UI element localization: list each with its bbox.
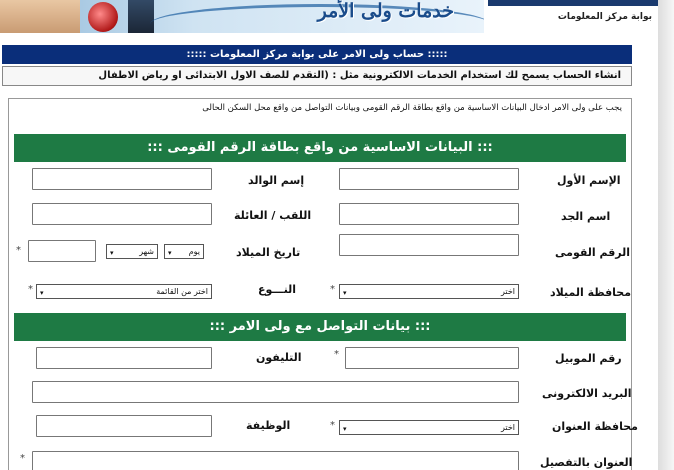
phone-label: التليفون bbox=[256, 351, 302, 364]
birth-month-select[interactable] bbox=[106, 244, 158, 259]
address-gov-label: محافظة العنوان bbox=[552, 420, 638, 433]
person-image bbox=[128, 0, 154, 33]
chevron-down-icon: ▾ bbox=[343, 289, 347, 297]
national-id-input[interactable] bbox=[339, 234, 519, 256]
birth-day-value: يوم bbox=[188, 247, 200, 256]
gender-value: اختر من القائمة bbox=[156, 287, 208, 296]
father-name-input[interactable] bbox=[32, 168, 212, 190]
first-name-label: الإسم الأول bbox=[557, 174, 621, 187]
job-input[interactable] bbox=[36, 415, 212, 437]
gender-select[interactable] bbox=[36, 284, 212, 299]
job-label: الوظيفة bbox=[246, 419, 291, 432]
required-star: * bbox=[334, 349, 339, 360]
required-star: * bbox=[16, 245, 21, 256]
account-info: انشاء الحساب يسمح لك استخدام الخدمات الالكترونية مثل : (التقدم للصف الاول الابتدائى او رياض الاطفال bbox=[2, 66, 632, 86]
handshake-image bbox=[0, 0, 80, 33]
top-nav-strip bbox=[488, 0, 658, 6]
banner-title: خدمات ولى الأمر bbox=[317, 0, 454, 22]
email-label: البريد الالكترونى bbox=[542, 387, 632, 400]
scrollbar[interactable] bbox=[658, 0, 674, 470]
birth-gov-select[interactable] bbox=[339, 284, 519, 299]
required-star: * bbox=[28, 284, 33, 295]
chevron-down-icon: ▾ bbox=[40, 289, 44, 297]
address-detail-label: العنوان بالتفصيل bbox=[540, 456, 633, 469]
birth-month-value: شهر bbox=[139, 247, 154, 256]
birth-day-select[interactable] bbox=[164, 244, 204, 259]
required-star: * bbox=[20, 453, 25, 464]
chevron-down-icon: ▾ bbox=[343, 425, 347, 433]
birth-date-label: تاريخ الميلاد bbox=[236, 246, 301, 259]
national-id-label: الرقم القومى bbox=[555, 246, 631, 259]
father-name-label: إسم الوالد bbox=[248, 174, 305, 187]
address-gov-value: اختر bbox=[501, 423, 515, 432]
grandfather-name-input[interactable] bbox=[339, 203, 519, 225]
required-star: * bbox=[330, 420, 335, 431]
birth-gov-value: اختر bbox=[501, 287, 515, 296]
birth-year-input[interactable] bbox=[28, 240, 96, 262]
family-name-input[interactable] bbox=[32, 203, 212, 225]
email-input[interactable] bbox=[32, 381, 519, 403]
family-name-label: اللقب / العائلة bbox=[234, 209, 312, 222]
chevron-down-icon: ▾ bbox=[168, 249, 172, 257]
section-basic-data: ::: البيانات الاساسية من واقع بطاقة الرقم القومى ::: bbox=[14, 134, 626, 162]
gender-label: النـــوع bbox=[258, 283, 297, 296]
portal-link[interactable]: بوابة مركز المعلومات bbox=[557, 12, 652, 22]
birth-gov-label: محافظة الميلاد bbox=[550, 286, 632, 299]
top-nav bbox=[488, 0, 658, 33]
first-name-input[interactable] bbox=[339, 168, 519, 190]
form-note: يجب على ولى الامر ادخال البيانات الاساسية من واقع بطاقة الرقم القومى وبيانات التواصل من واقع محل السكن الحالى bbox=[202, 103, 622, 113]
account-header: ::::: حساب ولى الامر على بوابة مركز المعلومات ::::: bbox=[2, 45, 632, 64]
globe-icon bbox=[88, 2, 118, 32]
chevron-down-icon: ▾ bbox=[110, 249, 114, 257]
banner bbox=[0, 0, 484, 33]
address-detail-input[interactable] bbox=[32, 451, 519, 470]
address-gov-select[interactable] bbox=[339, 420, 519, 435]
required-star: * bbox=[330, 284, 335, 295]
grandfather-name-label: اسم الجد bbox=[561, 210, 611, 223]
mobile-input[interactable] bbox=[345, 347, 519, 369]
section-contact-data: ::: بيانات التواصل مع ولى الامر ::: bbox=[14, 313, 626, 341]
phone-input[interactable] bbox=[36, 347, 212, 369]
mobile-label: رقم الموبيل bbox=[555, 352, 622, 365]
